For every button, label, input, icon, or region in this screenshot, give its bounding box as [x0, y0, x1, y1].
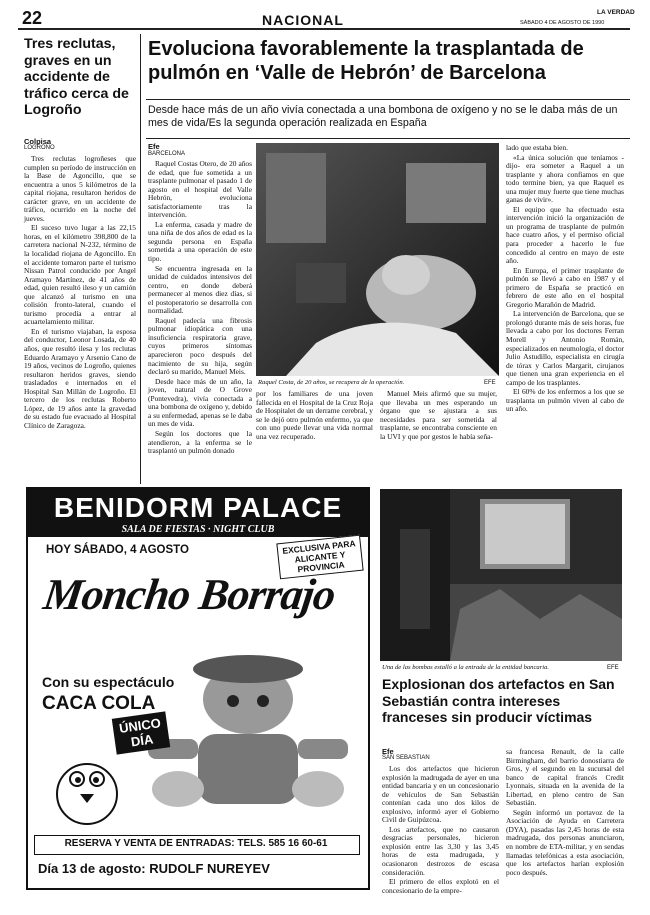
- main-paragraph: «La única solución que teníamos -dijo- era someter a Raquel a un trasplante y ahora confiamos en que todo termine bien, ya que Raquel es una mujer muy fuerte que tiene muchas ganas de vivir».: [506, 152, 624, 205]
- patient-photo-credit: EFE: [484, 380, 496, 386]
- ad-show-line: Con su espectáculo: [42, 674, 175, 690]
- ad-unique-tag: ÚNICO DÍA: [112, 711, 170, 754]
- main-paragraph: Según los doctores que la atendieron, a la enferma se le trasplantó un pulmón donado: [148, 428, 252, 456]
- main-paragraph: Raquel Costas Otero, de 20 años de edad, que fue sometida a un trasplante pulmonar el pasado 1 de agosto en el hospital del Valle Hebrón, evoluciona satisfactoriamente tras la intervención.: [148, 159, 252, 220]
- bomb-paragraph: Los dos artefactos que hicieron explosión la madrugada de ayer en una entidad bancaria y en un concesionario de vehículos de San Sebastián contenían cada uno dos kilos de explosivo, informó ayer el Gobierno Civil de Guipúzcoa.: [382, 764, 499, 825]
- patient-photo-graphic: [256, 143, 499, 376]
- ad-cartoon-icon: [42, 739, 132, 829]
- bomb-dateline: SAN SEBASTIAN: [382, 755, 430, 761]
- main-headline: Evoluciona favorablemente la trasplantada de pulmón en ‘Valle de Hebrón’ de Barcelona: [148, 38, 584, 84]
- main-subhead: Desde hace más de un año vivía conectada a una bombona de oxígeno y no se le daba más de un mes de vida/Es la segunda operación realizada en España: [148, 104, 618, 129]
- ad-reservations: RESERVA Y VENTA DE ENTRADAS: TELS. 585 16 60-61: [64, 838, 328, 849]
- main-paragraph: Raquel padecía una fibrosis pulmonar idiopática con una insuficiencia respiratoria grave, cuyos primeros síntomas aparecieron poco después del nacimiento de su hija, según declaró su marido, Manuel Meis.: [148, 315, 252, 377]
- page-number: 22: [22, 8, 43, 28]
- left-paragraph: Tres reclutas logroñeses que cumplen su período de instrucción en la Base de Agoncillo, que se encuentra a unos 5 kilómetros de la capital riojana, resultaron heridos de carácter grave, en un accidente de tráfico, ocurrido en la noche del jueves.: [24, 154, 136, 223]
- bomb-photo-caption: Una de las bombas estalló a la entrada de la entidad bancaria.: [382, 664, 550, 671]
- ad-date-line: HOY SÁBADO, 4 AGOSTO: [46, 544, 189, 556]
- main-paragraph: lado que estaba bien.: [506, 143, 568, 152]
- headline-rule: [146, 99, 630, 100]
- patient-photo: [256, 143, 499, 376]
- ad-venue: BENIDORM PALACE: [53, 492, 343, 523]
- main-col-3: [380, 390, 497, 482]
- main-paragraph: Se encuentra ingresada en la unidad de cuidados intensivos del centro, en donde deberá permanecer al menos diez días, si el postoperatorio se desarrolla con normalidad.: [148, 263, 252, 316]
- bomb-agency: Efe: [382, 747, 394, 756]
- main-col-4: [506, 144, 624, 484]
- ad-tagline: SALA DE FIESTAS · NIGHT CLUB: [121, 524, 275, 535]
- bomb-paragraph: El primero de ellos explotó en el concesionario de la empre-: [382, 877, 499, 895]
- main-agency: Efe: [148, 142, 160, 151]
- left-agency: Colpisa: [24, 137, 52, 146]
- subhead-rule: [146, 138, 630, 139]
- main-dateline: BARCELONA: [148, 151, 186, 157]
- issue-date: SÁBADO 4 DE AGOSTO DE 1990: [520, 20, 605, 26]
- ad-performer: Moncho Borrajo: [40, 570, 338, 619]
- left-paragraph: En el turismo viajaban, la esposa del conductor, Leonor Losada, de 40 años, que resultó ilesa y los reclutas Eduardo Aramayo y Arsenio Cano de 19 años, vecinos de Logroño, quienes resultaron heridos graves, siendo trasladados e internados en el Hospital San Millán de Logroño. El tercero de los reclutas Roberto López, de 19 años ante la gravedad de su estado fue evacuado al Hospital Clínico de Zaragoza.: [24, 326, 136, 430]
- main-paragraph: por los familiares de una joven fallecida en el Hospital de la Cruz Roja de Hospitalet de un derrame cerebral, y se le dejó otro pulmón enfermo, ya que con uno puede llevar una vida normal una vez recuperado.: [256, 389, 373, 441]
- header-rule: [18, 28, 630, 30]
- ad-next-event: Día 13 de agosto: RUDOLF NUREYEV: [38, 861, 270, 876]
- main-paragraph: Manuel Meis afirmó que su mujer, que llevaba un mes esperando un órgano que se ajustara a sus necesidades para ser sometida al trasplante, se encontraba consciente en la UVI y que por gestos le había seña-: [380, 389, 497, 441]
- section-title: NACIONAL: [262, 12, 344, 28]
- main-paragraph: La intervención de Barcelona, que se prolongó durante más de seis horas, fue llevada a cabo por los doctores Ferran Morell y Antonio Román, especializados en neumología, el doctor Julio Astudillo, especialista en cirugía de tórax y Carlos Margarit, cirujanos que tienen una gran experiencia en el campo de los trasplantes.: [506, 309, 625, 387]
- left-paragraph: El suceso tuvo lugar a las 22,15 horas, en el kilómetro 398,800 de la carretera nacional N-232, término de la localidad riojana de Agoncillo. En el accidente tomaron parte el turismo Nissan Patrol conducido por Angel Aramayo Martínez, de 41 años de edad, quien resultó ileso y un camión que alcanzó al turismo en una colisión fronto-lateral, cuando el turismo procedía a entrar al acuartelamiento militar.: [24, 223, 136, 327]
- main-paragraph: El 60% de los enfermos a los que se trasplanta un pulmón viven al cabo de un año.: [506, 387, 624, 414]
- bomb-photo-graphic: [380, 489, 622, 661]
- main-paragraph: El equipo que ha efectuado esta intervención inició la organización de un programa de trasplante de pulmón hace cuatro años, y el permiso oficial para proceder a hacerlo le fue concedido al centro en mayo de este año.: [506, 204, 624, 266]
- bomb-photo: [380, 489, 622, 661]
- main-col-1: [148, 160, 252, 481]
- bomb-col-1: [382, 764, 499, 895]
- left-headline: Tres reclutas, graves en un accidente de tráfico cerca de Logroño: [24, 36, 129, 118]
- bomb-paragraph: Según informó un portavoz de la Asociación de Ayuda en Carretera (DYA), pasadas las 2,45 horas de esta madrugada, dos personas anunciaron, en nombre de ETA-militar, y en sendas llamadas telefónicas a esta asociación, que los artefactos harían explosión poco después.: [506, 807, 624, 877]
- bomb-paragraph: Los artefactos, que no causaron desgracias personales, hicieron explosión entre las 3,30 y las 3,45 horas de esta madrugada, y ocasionaron destrozos de escasa consideración.: [382, 824, 499, 877]
- left-body: [24, 155, 136, 485]
- main-paragraph: Desde hace más de un año, la joven, natural de O Grove (Pontevedra), vivía conectada a una bombona de oxígeno y, debido a su enfermedad, apenas se le daba un mes de vida.: [148, 376, 252, 429]
- benidorm-ad: [26, 487, 370, 890]
- ad-show-name: CACA COLA: [42, 693, 156, 714]
- bomb-headline: Explosionan dos artefactos en San Sebastián contra intereses franceses sin producir víctimas: [382, 676, 615, 725]
- ad-exclusive-tag: EXCLUSIVA PARA ALICANTE Y PROVINCIA: [276, 535, 363, 580]
- main-col-2: [256, 390, 373, 482]
- bomb-paragraph: sa francesa Renault, de la calle Birmingham, del barrio donostiarra de Gros, y el segundo en la sucursal del banco de capital francés Credit Lyonnais, situada en la avenida de la Libertad, en pleno centro de San Sebastián.: [506, 747, 624, 808]
- patient-photo-caption: Raquel Costa, de 20 años, se recupera de la operación.: [258, 379, 405, 386]
- bomb-photo-credit: EFE: [607, 665, 619, 671]
- column-rule: [140, 34, 141, 484]
- main-paragraph: En Europa, el primer trasplante de pulmón se llevó a cabo en 1987 y el primero de España se practicó en febrero de este año en el hospital Gregorio Marañón de Madrid.: [506, 265, 624, 309]
- ad-illustration: [138, 639, 363, 829]
- left-dateline: LOGROÑO: [24, 145, 55, 151]
- masthead: LA VERDAD: [597, 9, 635, 16]
- main-paragraph: La enferma, casada y madre de una niña de dos años de edad es la segunda persona en España sometida a una operación de este tipo.: [148, 219, 252, 264]
- bomb-col-2: [506, 748, 624, 883]
